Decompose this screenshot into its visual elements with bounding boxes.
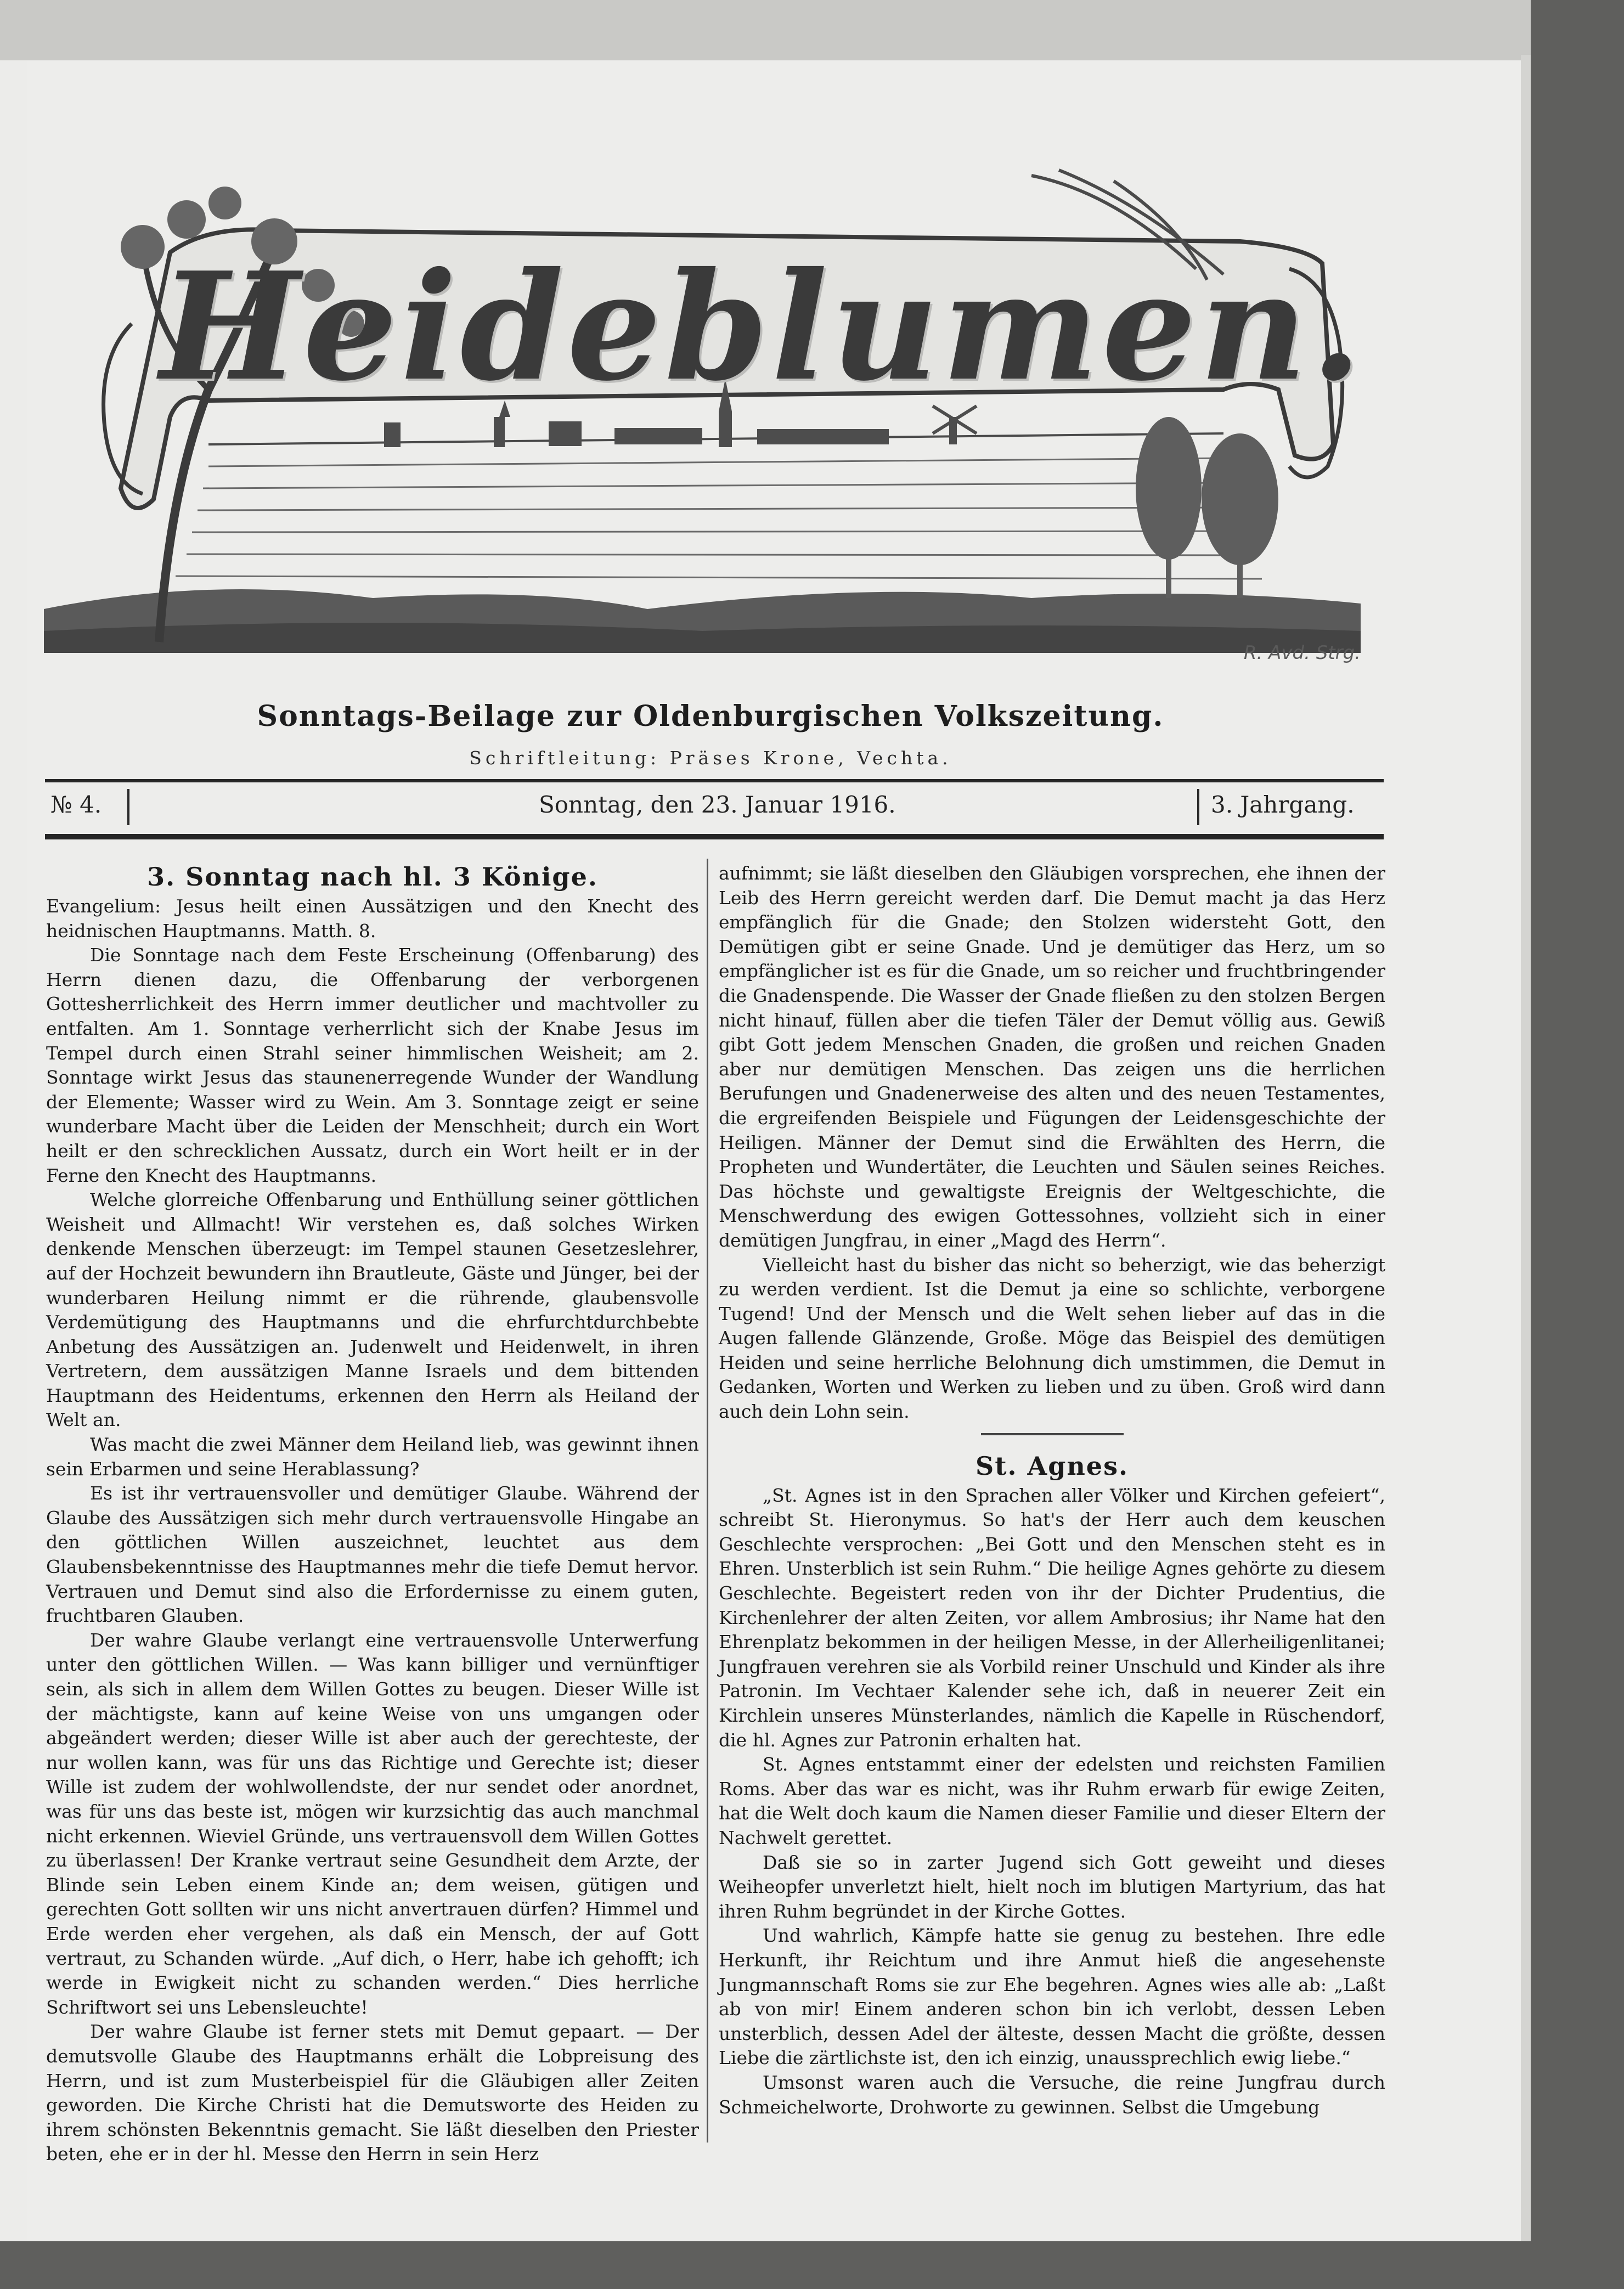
- section-rule: [981, 1433, 1124, 1435]
- date-bar-separator: [127, 789, 129, 825]
- masthead-title-band: [160, 236, 1366, 417]
- date-bar-top-rule: [45, 779, 1384, 782]
- article-paragraph: Die Sonntage nach dem Feste Erscheinung (Offenbarung) des Herrn dienen dazu, die Offenbarung der verborgenen Gottesherrlichkeit des Herrn immer deutlicher und machtvoller zu entfalten. Am 1. Sonntage verherrlicht sich der Knabe Jesus im Tempel durch einen Strahl seiner himmlischen Weisheit; am 2. Sonntage wirkt Jesus das staunenerregende Wunder der Wandlung der Elemente; Wasser wird zu Wein. Am 3. Sonntage zeigt er seine wunderbare Macht über die Leiden der Menschheit; durch ein Wort heilt er den schrecklichen Aussatz, durch ein Wort heilt er in der Ferne den Knecht des Hauptmanns.: [46, 944, 699, 1186]
- masthead-title: Heideblumen.: [160, 239, 1366, 414]
- article-continuation: aufnimmt; sie läßt dieselben den Gläubigen vorsprechen, ehe ihnen der Leib des Herrn gereicht werden darf. Die Demut macht ja das Herz empfänglich für die Gnade; den Stolzen widersteht Gott, den Demütigen gibt er seine Gnade. Und je demütiger das Herz, um so empfänglicher ist es für die Gnade, um so reicher und fruchtbringender die Gnadenspende. Die Wasser der Gnade fließen zu den stolzen Bergen nicht hinauf, füllen aber die tiefen Täler der Demut völlig aus. Gewiß gibt Gott jedem Menschen Gnaden, die großen und reichen Gnaden aber nur demütigen Menschen. Das zeigen uns die herrlichen Berufungen und Gnadenerweise des alten und des neuen Testamentes, die ergreifenden Beispiele und Fügungen der Leidensgeschichte der Heiligen. Männer der Demut sind die Erwählten des Herrn, die Propheten und Wundertäter, die Leuchten und Säulen seines Reiches. Das höchste und gewaltigste Ereignis der Weltgeschichte, die Menschwerdung des ewigen Gottessohnes, vollzieht sich in einer demütigen Jungfrau, in einer „Magd des Herrn“.: [719, 862, 1385, 1251]
- article-paragraph: St. Agnes entstammt einer der edelsten und reichsten Familien Roms. Aber das war es nicht, was ihr Ruhm erwarb für ewige Zeiten, hat die Welt doch kaum die Namen dieser Familie und dieser Eltern der Nachwelt gerettet.: [719, 1754, 1385, 1848]
- column-left: [46, 861, 699, 2167]
- date-bar-separator: [1197, 789, 1199, 825]
- date-bar-bottom-rule: [45, 834, 1384, 839]
- supplement-subtitle: Sonntags-Beilage zur Oldenburgischen Volkszeitung.: [257, 700, 1164, 733]
- article-paragraph: „St. Agnes ist in den Sprachen aller Völker und Kirchen gefeiert“, schreibt St. Hieronymus. So hat's der Herr auch dem keuschen Geschlechte versprochen: „Bei Gott und den Menschen steht es in Ehren. Unsterblich ist sein Ruhm.“ Die heilige Agnes gehörte zu diesem Geschlechte. Begeistert reden von ihr der Dichter Prudentius, die Kirchenlehrer der alten Zeiten, vor allem Ambrosius; ihr Name hat den Ehrenplatz bekommen in der heiligen Messe, in der Allerheiligenlitanei; Jungfrauen verehren sie als Vorbild reiner Unschuld und Kinder als ihre Patronin. Im Vechtaer Kalender sehe ich, daß in neuerer Zeit ein Kirchlein unseres Münsterlandes, nämlich die Kapelle in Rüschendorf, die hl. Agnes zur Patronin erhalten hat.: [719, 1484, 1385, 1751]
- gospel-reference: Evangelium: Jesus heilt einen Aussätzigen und den Knecht des heidnischen Hauptmanns. Matth. 8.: [46, 895, 699, 941]
- article-paragraph: Der wahre Glaube verlangt eine vertrauensvolle Unterwerfung unter den göttlichen Willen. — Was kann billiger und vernünftiger sein, als sich in allem dem Willen Gottes zu beugen. Dieser Wille ist der mächtigste, kann auf keine Weise von uns umgangen oder abgeändert werden; dieser Wille ist aber auch der gerechteste, der nur wollen kann, was für uns das Richtige und Gerechte ist; dieser Wille ist zudem der wohlwollendste, der nur sendet oder anordnet, was für uns das beste ist, mögen wir kurzsichtig das auch manchmal nicht erkennen. Wieviel Gründe, uns vertrauensvoll dem Willen Gottes zu überlassen! Der Kranke vertraut seine Gesundheit dem Arzte, der Blinde sein Leben einem Kinde an; dem weisen, gütigen und gerechten Gott sollten wir uns nicht anvertrauen dürfen? Himmel und Erde werden eher vergehen, als daß ein Mensch, der auf Gott vertraut, zu Schanden würde. „Auf dich, o Herr, habe ich gehofft; ich werde in Ewigkeit nicht zu schanden werden.“ Dies herrliche Schriftwort sei uns Lebensleuchte!: [46, 1629, 699, 2018]
- article-heading-agnes: St. Agnes.: [975, 1451, 1129, 1481]
- article-paragraph: Es ist ihr vertrauensvoller und demütiger Glaube. Während der Glaube des Aussätzigen sich mehr durch vertrauensvolle Hingabe an den göttlichen Willen auszeichnet, leuchtet aus dem Glaubensbekenntnisse des Hauptmannes mehr die tiefe Demut hervor. Vertrauen und Demut sind also die Erfordernisse zu einem guten, fruchtbaren Glauben.: [46, 1482, 699, 1627]
- issue-date-bar: [45, 779, 1384, 839]
- issue-number: № 4.: [50, 791, 102, 818]
- article-paragraph: Der wahre Glaube ist ferner stets mit Demut gepaart. — Der demutsvolle Glaube des Hauptmanns erhält die Lobpreisung des Herrn, und ist zum Musterbeispiel für die Gläubigen aller Zeiten geworden. Die Kirche Christi hat die Demutsworte des Heiden zu ihrem schönsten Bekenntnis gemacht. Sie läßt dieselben den Priester beten, ehe er in der hl. Messe den Herrn in sein Herz: [46, 2021, 699, 2165]
- column-right: [719, 861, 1385, 2119]
- issue-date: Sonntag, den 23. Januar 1916.: [539, 791, 896, 818]
- article-paragraph: Was macht die zwei Männer dem Heiland lieb, was gewinnt ihnen sein Erbarmen und seine Herablassung?: [46, 1434, 699, 1480]
- article-paragraph: Umsonst waren auch die Versuche, die reine Jungfrau durch Schmeichelworte, Drohworte zu gewinnen. Selbst die Umgebung: [719, 2071, 1385, 2118]
- article-paragraph: Und wahrlich, Kämpfe hatte sie genug zu bestehen. Ihre edle Herkunft, ihr Reichtum und ihre Anmut hieß die angesehenste Jungmannschaft Roms sie zur Ehe begehren. Agnes wies alle ab: „Laßt ab von mir! Einem anderen schon bin ich verlobt, dessen Leben unsterblich, dessen Adel der älteste, dessen Macht die größte, dessen Liebe die zärtlichste ist, den ich einzig, unaussprechlich ewig liebe.“: [719, 1925, 1385, 2069]
- page-top-margin: [0, 0, 1531, 60]
- article-heading-sunday: 3. Sonntag nach hl. 3 Könige.: [147, 862, 598, 892]
- article-paragraph: Welche glorreiche Offenbarung und Enthüllung seiner göttlichen Weisheit und Allmacht! Wir verstehen es, daß solches Wirken denkende Menschen überzeugt: im Tempel staunen Gesetzeslehrer, auf der Hochzeit bewundern ihn Brautleute, Gäste und Jünger, bei der wunderbaren Heilung nimmt er die rührende, glaubensvolle Verdemütigung des Hauptmanns und die ehrfurchtdurchbebte Anbetung des Aussätzigen an. Judenwelt und Heidenwelt, in ihren Vertretern, dem aussätzigen Manne Israels und dem bittenden Hauptmann des Heidentums, erkennen den Herrn als Heiland der Welt an.: [46, 1189, 699, 1431]
- column-divider: [707, 859, 708, 2143]
- article-paragraph: Daß sie so in zarter Jugend sich Gott geweiht und dieses Weiheopfer unverletzt hielt, hielt noch im blutigen Martyrium, das hat ihren Ruhm begründet in der Kirche Gottes.: [719, 1851, 1385, 1922]
- artist-signature: R. Avd. Strg.: [1243, 642, 1361, 664]
- page-right-edge: [1521, 55, 1531, 2241]
- masthead-illustration: [44, 159, 1383, 680]
- volume-number: 3. Jahrgang.: [1211, 791, 1355, 818]
- article-paragraph: Vielleicht hast du bisher das nicht so beherzigt, wie das beherzigt zu werden verdient. Ist die Demut ja eine so schlichte, verborgene Tugend! Und der Mensch und die Welt sehen lieber auf das in die Augen fallende Glänzende, Große. Möge das Beispiel des demütigen Heiden und seine herrliche Belohnung dich umstimmen, die Demut in Gedanken, Worten und Werken zu lieben und zu üben. Groß wird dann auch dein Lohn sein.: [719, 1254, 1385, 1423]
- editor-line: Schriftleitung: Präses Krone, Vechta.: [469, 747, 952, 769]
